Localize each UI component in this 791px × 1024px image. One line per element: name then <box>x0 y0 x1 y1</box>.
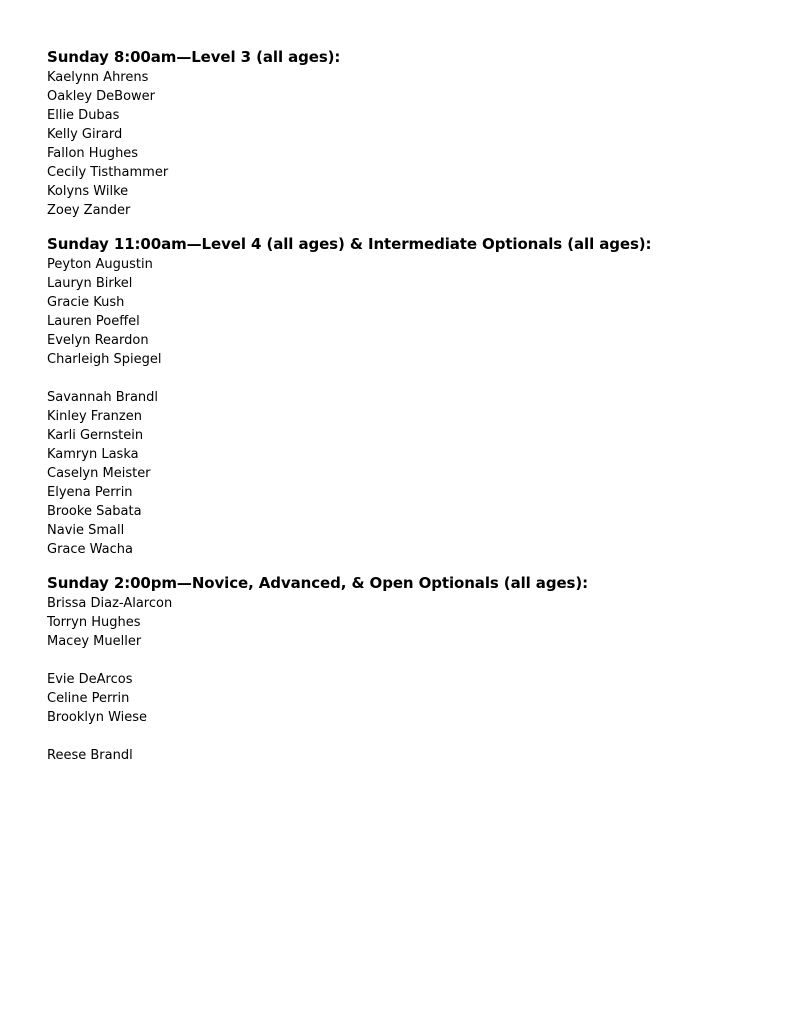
athlete-name: Navie Small <box>47 523 125 538</box>
athlete-name: Savannah Brandl <box>47 390 159 405</box>
athlete-name: Brooke Sabata <box>47 504 142 519</box>
athlete-name: Kelly Girard <box>47 127 123 142</box>
athlete-name: Cecily Tisthammer <box>47 165 169 180</box>
athlete-name: Macey Mueller <box>47 634 142 649</box>
athlete-name: Brooklyn Wiese <box>47 710 148 725</box>
session-heading: Sunday 11:00am—Level 4 (all ages) & Intermediate Optionals (all ages): <box>47 235 652 253</box>
session-heading: Sunday 8:00am—Level 3 (all ages): <box>47 48 341 66</box>
athlete-group <box>47 388 747 559</box>
athlete-name: Fallon Hughes <box>47 146 139 161</box>
athlete-name: Reese Brandl <box>47 748 133 763</box>
athlete-name: Kaelynn Ahrens <box>47 70 149 85</box>
athlete-group <box>47 746 747 765</box>
athlete-name: Gracie Kush <box>47 295 125 310</box>
athlete-name: Lauren Poeffel <box>47 314 140 329</box>
athlete-name: Torryn Hughes <box>47 615 141 630</box>
session-sunday-2pm <box>47 574 747 765</box>
athlete-name: Zoey Zander <box>47 203 131 218</box>
athlete-name: Elyena Perrin <box>47 485 133 500</box>
athlete-name: Celine Perrin <box>47 691 130 706</box>
athlete-group <box>47 670 747 727</box>
session-sunday-8am <box>47 48 747 220</box>
athlete-name: Caselyn Meister <box>47 466 151 481</box>
athlete-name: Kinley Franzen <box>47 409 142 424</box>
athlete-group <box>47 68 747 220</box>
athlete-name: Evie DeArcos <box>47 672 133 687</box>
athlete-name: Lauryn Birkel <box>47 276 133 291</box>
athlete-group <box>47 255 747 369</box>
athlete-group <box>47 594 747 651</box>
athlete-name: Peyton Augustin <box>47 257 153 272</box>
session-heading: Sunday 2:00pm—Novice, Advanced, & Open Optionals (all ages): <box>47 574 589 592</box>
athlete-name: Oakley DeBower <box>47 89 156 104</box>
athlete-name: Kamryn Laska <box>47 447 139 462</box>
athlete-name: Brissa Diaz-Alarcon <box>47 596 173 611</box>
athlete-name: Karli Gernstein <box>47 428 144 443</box>
athlete-name: Charleigh Spiegel <box>47 352 162 367</box>
athlete-name: Evelyn Reardon <box>47 333 149 348</box>
athlete-name: Kolyns Wilke <box>47 184 129 199</box>
session-sunday-11am <box>47 235 747 559</box>
schedule-document <box>47 48 747 780</box>
athlete-name: Ellie Dubas <box>47 108 120 123</box>
athlete-name: Grace Wacha <box>47 542 134 557</box>
